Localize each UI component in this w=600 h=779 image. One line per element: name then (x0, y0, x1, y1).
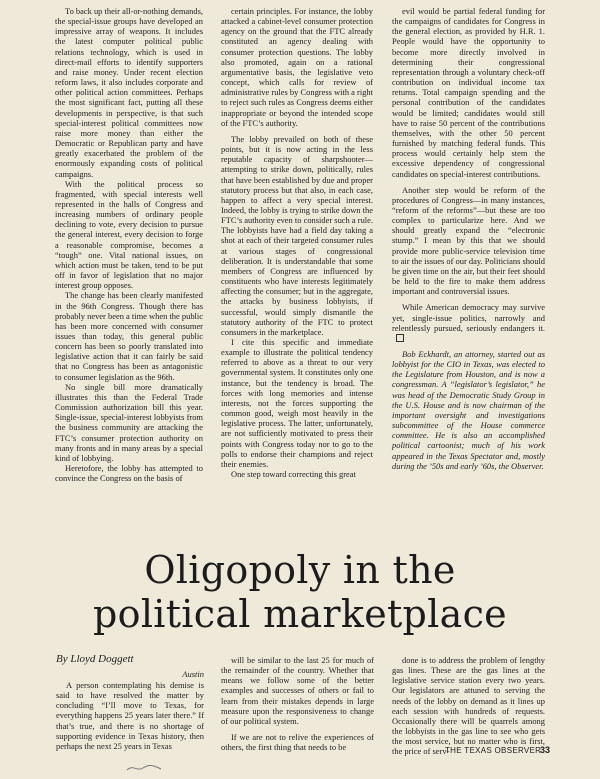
paragraph: certain principles. For instance, the lobby attacked a cabinet-level consumer protection agency on the ground that the FTC already constituted an agency dealing with consumer protection questions. The lobby also promoted, again on a rational argumentative basis, the legislative veto concept, which calls for review of administrative rules by Congress with a right to reject such rules as Congress deems either inappropriate or beyond the intended scope of the FTC’s authority. (221, 6, 373, 128)
paragraph: One step toward correcting this great (231, 469, 356, 480)
article1-column-3 (392, 6, 545, 471)
article1-column-2 (221, 6, 373, 479)
paragraph: No single bill more dramatically illustrates this than the Federal Trade Commission authorization bill this year. Single-issue, special-interest lobbyists from the business community are attacking the FTC’s consumer protection authority on many fronts and in many areas by a special kind of lobbying. (55, 381, 203, 463)
closing-paragraph-text: While American democracy may survive yet, single-issue politics, narrowly and relentlessly pursued, seriously endangers it. (392, 302, 545, 333)
paragraph: To back up their all-or-nothing demands, the special-issue groups have developed an impressive array of weapons. It includes the latest computer political public relations technology, which is used in direct-mail efforts to identify supporters and raise money. Under recent election reform laws, it also includes corporate and other political action committees. Perhaps the most significant fact, putting all these developments in perspective, is that such special-interest political committees now raise more money than either the Democratic or Republican party and have greatly exacerbated the problem of the enormously expanding costs of political campaigns. (55, 6, 203, 179)
paragraph: The change has been clearly manifested in the 96th Congress. Though there has probably never been a time when the public has been more concerned with consumer issues than today, this general public concern has been so poorly translated into legislative action that it can fairly be said that no Congress has been as antagonistic to consumer legislation as the 96th. (55, 290, 203, 382)
publication-name: THE TEXAS OBSERVER (445, 746, 542, 755)
headline-line-1: Oligopoly in the (144, 548, 456, 592)
paragraph: A person contemplating his demise is said to have resolved the matter by concluding “I’ll move to Texas, for everything happens 25 years later there.” If that’s true, and there is no shortage of supporting evidence in Texas history, then perhaps the next 25 years in Texas (56, 680, 204, 751)
paragraph (392, 302, 545, 343)
article2-column-2 (221, 655, 374, 752)
page-number: 33 (540, 745, 551, 755)
paragraph: Heretofore, the lobby has attempted to convince the Congress on the basis of (55, 463, 203, 484)
author-bio: Bob Eckhardt, an attorney, started out as lobbyist for the CIO in Texas, was elected to the Legislature from Houston, and is now a congressman. A “legislator’s legislator,” he was head of the Democratic Study Group in the U.S. House and is now chairman of the important oversight and investigations subcommittee of the House commerce committee. He is also an accomplished political cartoonist; much of his work appeared in the Texas Spectator and, mostly during the ’50s and early ’60s, the Observer. (392, 349, 545, 471)
paragraph: Another step would be reform of the procedures of Congress—in many instances, “reform of the reforms”—but these are too complex to particularize here. And we should greatly expand the “electronic stump.” I mean by this that we should provide more public-service television time to air the issues of our day. Politicians should be given time on the air, but their feet should be held to the fire to make them address important and controversial issues. (392, 184, 545, 297)
headline-line-2: political marketplace (93, 592, 507, 636)
paragraph: I cite this specific and immediate example to illustrate the political tendency referred to above as a threat to our very governmental system. It constitutes only one instance, but the tendency is broad. The forces with long memories and intense interests, not the forces supporting the common good, weigh most heavily in the legislative process. The latter, unfortunately, are not sufficiently motivated to press their points with Congress today nor to go to the polls to endorse their champions and reject their enemies. (221, 337, 373, 469)
article2-column-3 (392, 655, 545, 757)
byline: By Lloyd Doggett (56, 653, 134, 665)
paragraph: The lobby prevailed on both of these points, but it is now acting in the less reputable capacity of sharpshooter—attempting to strike down, politically, rules that have been established by due and proper statutory process but that also, in each case, happen to affect a very special interest. Indeed, the lobby is trying to strike down the FTC’s authority even to consider such a rule. The lobbyists have had a field day taking a shot at each of their targeted consumer rules at various stages of congressional deliberation. It is understandable that some members of Congress are influenced by constituents who have interests legitimately affecting the consumer; but in the aggregate, the attacks by business lobbyists, if successful, would simply dismantle the statutory authority of the FTC to protect consumers in the marketplace. (221, 133, 373, 337)
end-mark-icon (396, 334, 404, 342)
article2-column-1 (56, 680, 204, 751)
paragraph: evil would be partial federal funding for the campaigns of candidates for Congress in the general election, as provided by H.R. 1. People would have the opportunity to become more directly involved in determining their congressional representation through a voluntary check-off contribution on individual income tax returns. Total campaign spending and the personal contribution of the candidates would be limited; candidates would still have to raise 50 percent of the contributions themselves, with the other 50 percent furnished by matching federal funds. This process would certainly help stem the excessive dependency of congressional candidates on special-interest contributions. (392, 6, 545, 179)
dateline: Austin (182, 669, 204, 679)
paragraph: will be similar to the last 25 for much of the remainder of the country. Whether that means we follow some of the better examples and successes of others or fail to learn from their mistakes depends in large measure upon the responsiveness to change of our political system. (221, 655, 374, 726)
paragraph: done is to address the problem of lengthy gas lines. These are the gas lines at the legislative service station every two years. Our legislators are attuned to serving the needs of the lobby on demand as it lines up each session with hundreds of requests. Occasionally there will be quarrels among the lobbyists in the gas line to see who gets the most service, but no matter who is first, the price of serv- (392, 655, 545, 757)
paragraph: With the political process so fragmented, with special interests well represented in the halls of Congress and increasing numbers of ordinary people declining to vote, every decision to pursue the general interest, every decision to forge a reasonable compromise, becomes a “tough” one. Vital national issues, on which action must be taken, tend to be put off in favor of legislation that no major interest group opposes. (55, 178, 203, 291)
article1-column-1 (55, 6, 203, 483)
paragraph: If we are not to relive the experiences of others, the first thing that needs to be (221, 732, 374, 753)
article-headline (40, 548, 560, 636)
pen-scribble-icon (125, 762, 165, 774)
